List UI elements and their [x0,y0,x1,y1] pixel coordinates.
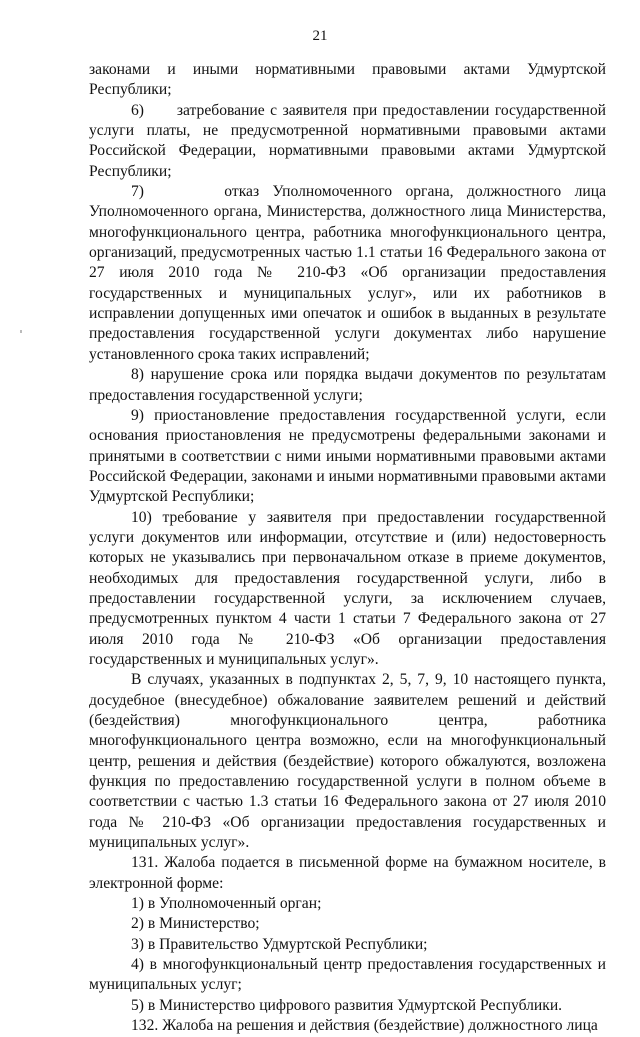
paragraph: 4) в многофункциональный центр предоставления государственных и муниципальных услуг; [89,956,610,994]
paragraph: 7) отказ Уполномоченного органа, должностного лица Уполномоченного органа, Министерства, должностного лица Министерства, многофункционального центра, работника многофункционального центра, организаций, предусмотренных частью 1.1 статьи 16 Федерального закона от 27 июля 2010 года № 210-ФЗ «Об организации предоставления государственных и муниципальных услуг», или их работников в исправлении допущенных ими опечаток и ошибок в выданных в результате предоставления государственной услуги документах либо нарушение установленного срока таких исправлений; [89,183,610,363]
document-body [89,60,610,1037]
paragraph: 10) требование у заявителя при предоставлении государственной услуги документов или информации, отсутствие и (или) недостоверность которых не указывались при первоначальном отказе в приеме документов, необходимых для предоставления государственной услуги, либо в предоставлении государственной услуги, за исключением случаев, предусмотренных пунктом 4 части 1 статьи 7 Федерального закона от 27 июля 2010 года № 210-ФЗ «Об организации предоставления государственных и муниципальных услуг». [89,508,610,668]
paragraph: 2) в Министерство; [131,915,260,933]
paragraph: 132. Жалоба на решения и действия (бездействие) должностного лица [131,1017,598,1035]
page-number: 21 [312,28,328,44]
paragraph: 3) в Правительство Удмуртской Республики; [131,935,428,953]
paragraph: 131. Жалоба подается в письменной форме на бумажном носителе, в электронной форме: [89,854,610,892]
paragraph: 8) нарушение срока или порядка выдачи документов по результатам предоставления государственной услуги; [89,366,610,404]
paragraph: 6) затребование с заявителя при предоставлении государственной услуги платы, не предусмотренной нормативными правовыми актами Российской Федерации, нормативными правовыми актами Удмуртской Республики; [89,101,610,180]
paragraph: 5) в Министерство цифрового развития Удмуртской Республики. [131,996,563,1014]
paragraph: законами и иными нормативными правовыми актами Удмуртской Республики; [89,61,610,99]
paragraph: 9) приостановление предоставления государственной услуги, если основания приостановления не предусмотрены федеральными законами и принятыми в соответствии с ними иными нормативными правовыми актами Российской Федерации, законами и иными нормативными правовыми актами Удмуртской Республики; [89,406,610,506]
scan-margin-mark [20,330,22,333]
paragraph: 1) в Уполномоченный орган; [131,895,322,913]
paragraph: В случаях, указанных в подпунктах 2, 5, 7, 9, 10 настоящего пункта, досудебное (внесудебное) обжалование заявителем решений и действий (бездействия) многофункционального центра, работника многофункционального центра возможно, если на многофункциональный центр, решения и действия (бездействие) которого обжалуются, возложена функция по предоставлению государственной услуги в полном объеме в соответствии с частью 1.3 статьи 16 Федерального закона от 27 июля 2010 года № 210-ФЗ «Об организации предоставления государственных и муниципальных услуг». [89,671,610,852]
